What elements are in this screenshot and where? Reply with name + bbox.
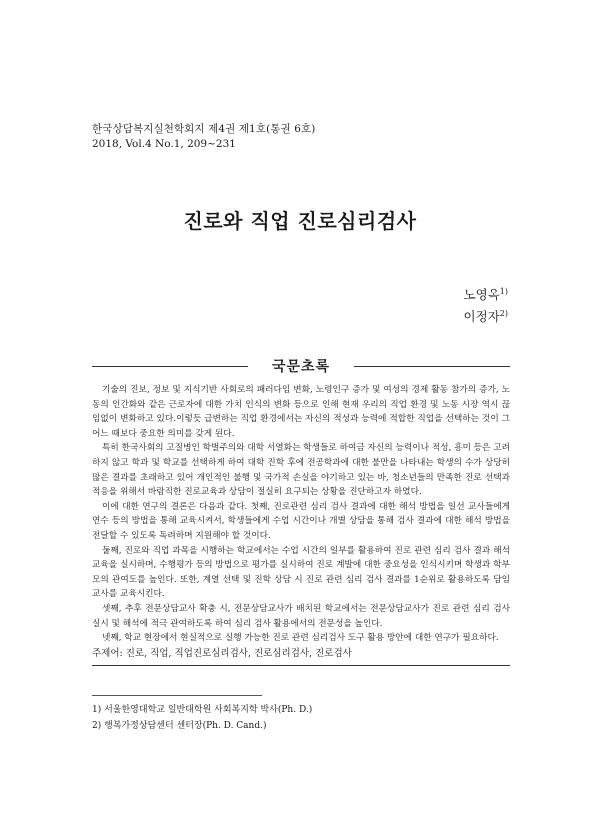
abstract-paragraph: 넷째, 학교 현장에서 현실적으로 실행 가능한 진로 관련 심리검사 도구 활용 방안에 대한 연구가 필요하다. xyxy=(102,633,499,644)
abstract-body xyxy=(92,383,510,646)
abstract-paragraph: 특히 한국사회의 고질병인 학벌주의와 대학 서열화는 학생들로 하여금 자신의 능력이나 적성, 흥미 등은 고려하지 않고 학과 및 학교를 선택하게 하여 대학 진학 후에 전공학과에 대한 불만을 나타내는 학생의 수가 상당히 많은 결과를 초래하고 있어 개인적인 불행 및 국가적 손실을 야기하고 있는 바, 청소년들의 만족한 진로 선택과 적응을 위해서 바람직한 진로교육과 상담이 절실히 요구되는 상황을 진단하고자 하였다. xyxy=(92,443,510,498)
author xyxy=(464,304,508,326)
keywords-divider xyxy=(92,665,510,666)
footnote: 1) 서울한영대학교 일반대학원 사회복지학 박사(Ph. D.) xyxy=(92,705,313,715)
abstract-heading-block xyxy=(92,356,510,376)
footnote-divider xyxy=(92,695,262,696)
abstract-paragraph: 기술의 진보, 정보 및 지식기반 사회로의 패러다임 변화, 노령인구 증가 및 여성의 경제 활동 참가의 증가, 노동의 인간화와 같은 근로자에 대한 가치 인식의 변화 등으로 인해 현재 우리의 직업 환경 및 노동 시장 역시 끊임없이 변화하고 있다.이렇듯 급변하는 직업 환경에서는 자신의 적성과 능력에 적합한 직업을 선택하는 것이 그 어느 때보다 중요한 의미를 갖게 된다. xyxy=(92,385,510,439)
abstract-paragraph: 이에 대한 연구의 결론은 다음과 같다. 첫째, 진로관련 심리 검사 결과에 대한 해석 방법을 일선 교사들에게 연수 등의 방법을 통해 교육시켜서, 학생들에게 수업 시간이나 개별 상담을 통해 검사 결과에 대한 해석 방법을 전달할 수 있도록 독려하며 지원해야 할 것이다. xyxy=(92,501,510,541)
keywords: 주제어: 진로, 직업, 직업진로심리검사, 진로심리검사, 진로검사 xyxy=(92,648,352,659)
author-name: 노영옥 xyxy=(463,287,500,303)
author-footnote-mark: 1) xyxy=(499,287,508,296)
paper-title: 진로와 직업 진로심리검사 xyxy=(183,209,417,233)
author-list xyxy=(464,282,508,326)
journal-issue: 2018, Vol.4 No.1, 209~231 xyxy=(92,138,236,150)
abstract-heading: 국문초록 xyxy=(271,359,331,375)
footnote: 2) 행복가정상담센터 센터장(Ph. D. Cand.) xyxy=(92,721,267,731)
author-footnote-mark: 2) xyxy=(499,309,508,319)
abstract-paragraph: 셋째, 추후 전문상담교사 확충 시, 전문상담교사가 배치된 학교에서는 전문상담교사가 진로 관련 심리 검사 실시 및 해석에 적극 관여하도록 하여 심리 검사 활용에서의 전문성을 높인다. xyxy=(92,603,510,629)
author-name: 이정자 xyxy=(463,309,500,325)
heading-rule-right xyxy=(354,366,510,367)
journal-name: 한국상담복지실천학회지 제4권 제1호(통권 6호) xyxy=(92,123,316,135)
author xyxy=(464,282,508,304)
footnotes xyxy=(92,702,312,734)
abstract-paragraph: 둘째, 진로와 직업 과목을 시행하는 학교에서는 수업 시간의 일부를 활용하여 진로 관련 심리 검사 결과 해석 교육을 실시하며, 수행평가 등의 방법으로 평가를 실시하여 진로 계발에 대한 중요성을 인식시키며 학생과 학부모의 관여도를 높인다. 또한, 계열 선택 및 진학 상담 시 진로 관련 심리 검사 결과를 1순위로 활용하도록 담임교사를 교육시킨다. xyxy=(92,545,510,600)
